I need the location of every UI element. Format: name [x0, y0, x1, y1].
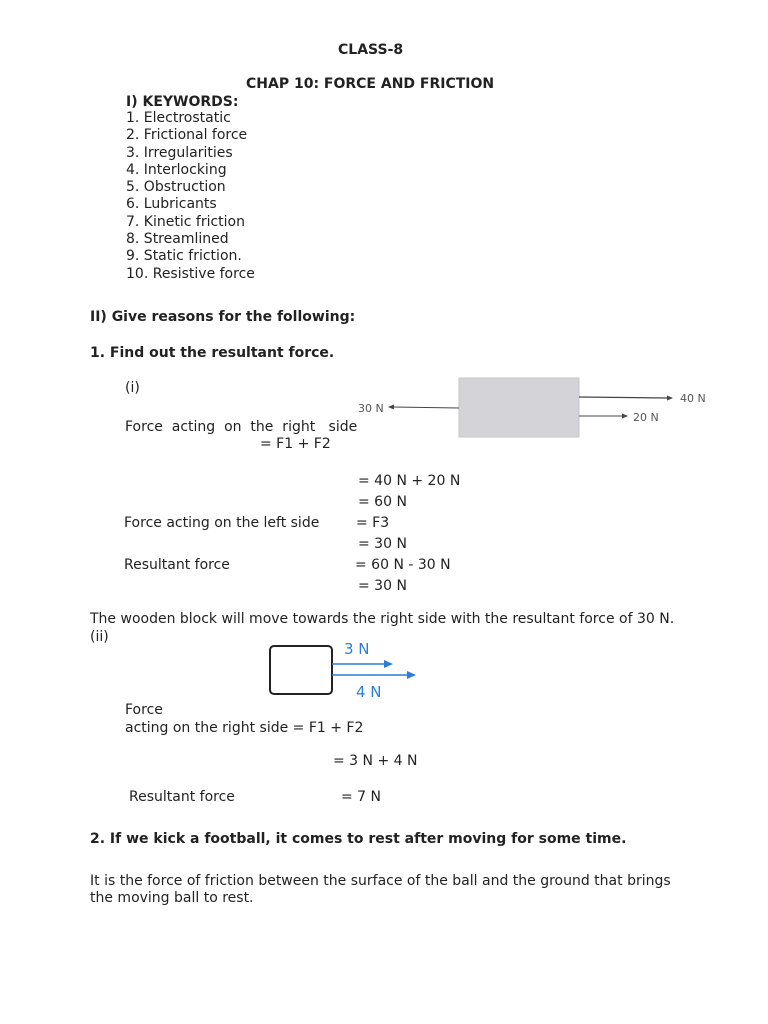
keyword-item: 4. Interlocking: [126, 161, 227, 178]
part-ii-label: (ii): [90, 629, 109, 645]
part-i-label: (i): [125, 380, 140, 396]
section2-heading: II) Give reasons for the following:: [90, 309, 356, 325]
resultant-label-i: Resultant force: [124, 557, 230, 573]
keyword-item: 7. Kinetic friction: [126, 213, 245, 230]
right-total: = 60 N: [358, 494, 407, 510]
right-force-label-1: 40 N: [680, 392, 706, 405]
keyword-item: 2. Frictional force: [126, 127, 248, 144]
force-diagram-i: [355, 375, 715, 445]
resultant-calc-i: = 60 N - 30 N: [355, 557, 451, 573]
resultant-label-ii: Resultant force: [129, 789, 235, 805]
right-side-label: Force acting on the right side: [125, 419, 358, 435]
right-arrowhead-1: [667, 396, 673, 401]
q2-title: 2. If we kick a football, it comes to rest after moving for some time.: [90, 831, 627, 847]
q2-answer-line2: the moving ball to rest.: [90, 890, 254, 906]
keywords-heading: I) KEYWORDS:: [126, 94, 239, 110]
force-diagram-ii: [265, 638, 425, 703]
keywords-list: [126, 110, 255, 283]
arrowhead-4n: [407, 671, 416, 679]
left-total: = 30 N: [358, 536, 407, 552]
right-arrowhead-2: [622, 414, 628, 419]
keyword-item: 9. Static friction.: [126, 248, 242, 265]
q2-answer-line1: It is the force of friction between the surface of the ball and the ground that brings: [90, 873, 671, 889]
wooden-block: [459, 378, 579, 437]
sum-ii: = 3 N + 4 N: [333, 753, 418, 769]
force-label-4n: 4 N: [356, 683, 382, 701]
force-label-3n: 3 N: [344, 640, 370, 658]
chapter-title: CHAP 10: FORCE AND FRICTION: [246, 76, 495, 92]
right-force-arrow-1: [579, 397, 668, 398]
left-arrowhead: [388, 405, 394, 410]
class-title: CLASS-8: [338, 42, 404, 58]
force-label-line1: Force: [125, 702, 163, 718]
left-force-arrow: [393, 407, 459, 408]
keyword-item: 10. Resistive force: [126, 265, 255, 282]
conclusion-i: The wooden block will move towards the right side with the resultant force of 30 N.: [90, 611, 675, 627]
q1-title: 1. Find out the resultant force.: [90, 345, 335, 361]
keyword-item: 5. Obstruction: [126, 179, 226, 196]
resultant-value-ii: = 7 N: [341, 789, 382, 805]
resultant-value-i: = 30 N: [358, 578, 407, 594]
keyword-item: 6. Lubricants: [126, 196, 217, 213]
right-side-formula: = F1 + F2: [260, 436, 331, 452]
right-force-label-2: 20 N: [633, 411, 659, 424]
keyword-item: 3. Irregularities: [126, 144, 233, 161]
right-sum: = 40 N + 20 N: [358, 473, 461, 489]
left-force-label: 30 N: [358, 402, 384, 415]
left-formula: = F3: [356, 515, 390, 531]
keyword-item: 1. Electrostatic: [126, 110, 231, 126]
force-label-line2: acting on the right side = F1 + F2: [125, 720, 364, 736]
keyword-item: 8. Streamlined: [126, 231, 229, 248]
left-side-label: Force acting on the left side: [124, 515, 320, 531]
arrowhead-3n: [384, 660, 393, 668]
object-box: [270, 646, 332, 694]
